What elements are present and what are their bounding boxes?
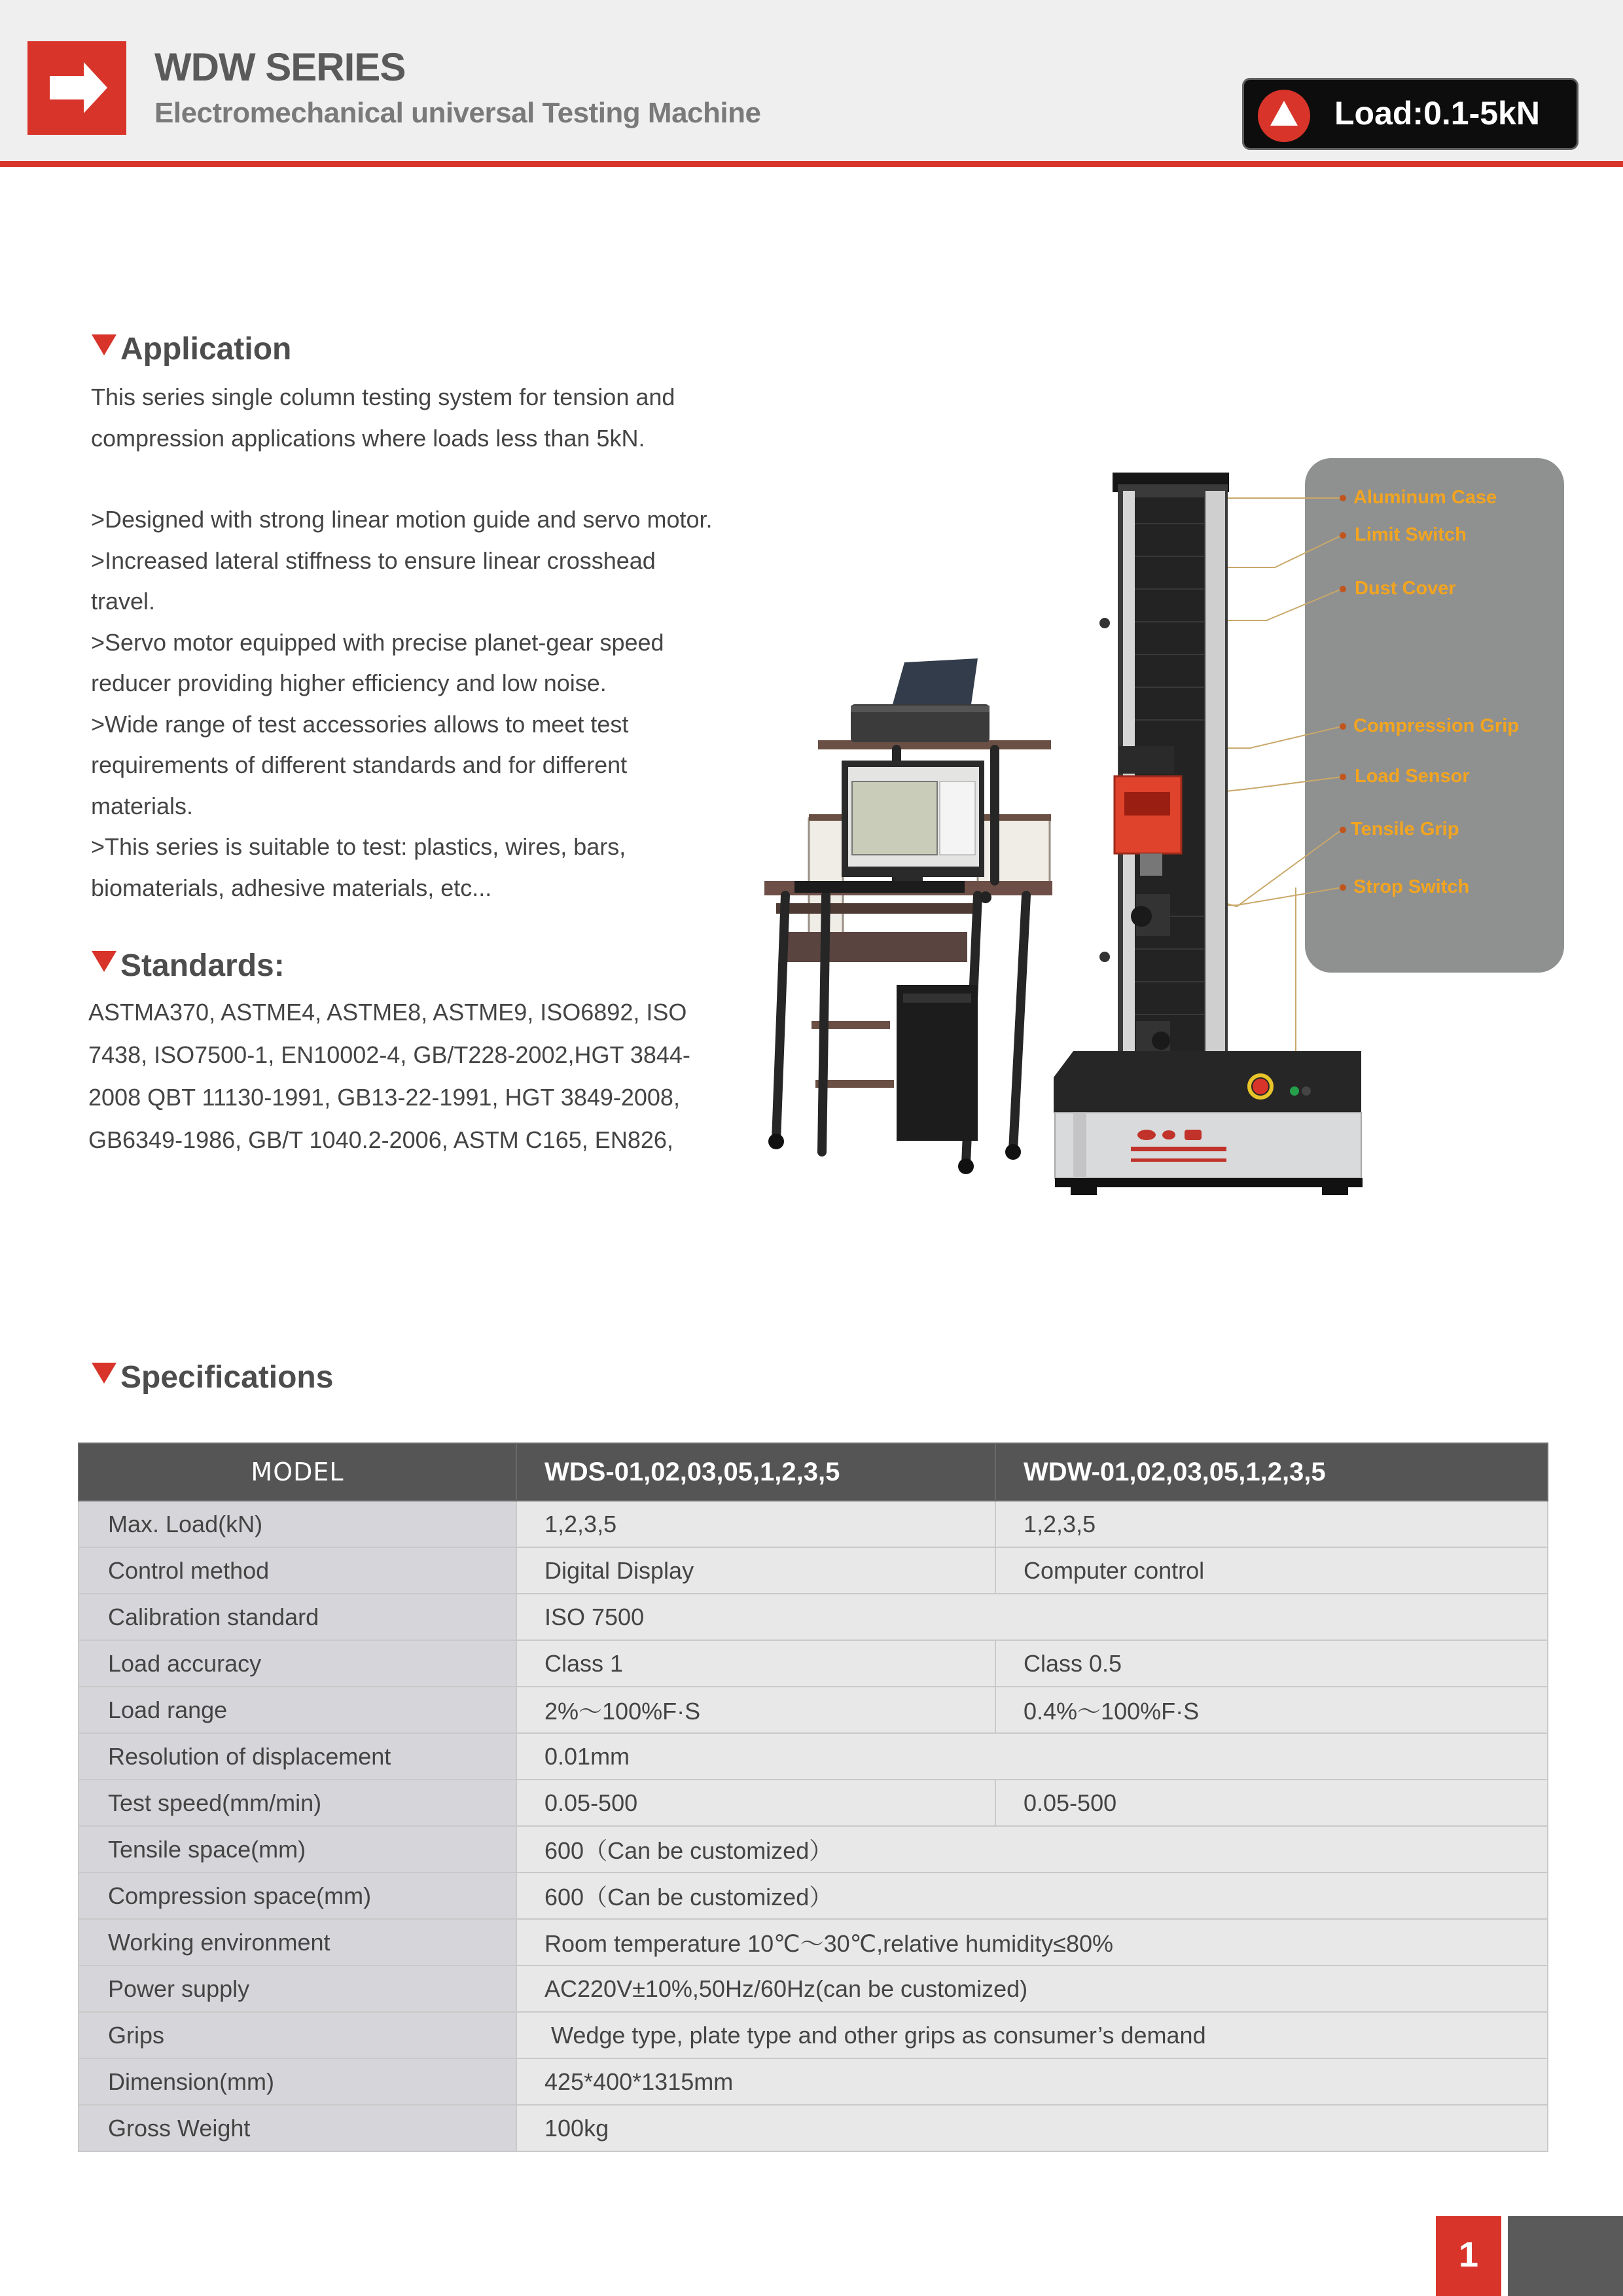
application-bullet: >Servo motor equipped with precise planet-gear speed reducer providing higher efficiency and low noise. (91, 628, 664, 696)
column-header: WDW-01,02,03,05,1,2,3,5 (995, 1443, 1548, 1501)
row-label: Control method (79, 1547, 516, 1594)
table-cell: 1,2,3,5 (516, 1501, 995, 1547)
table-row (79, 1547, 1548, 1594)
table-row (79, 1501, 1548, 1547)
row-label: Calibration standard (79, 1594, 516, 1640)
row-label: Test speed(mm/min) (79, 1780, 516, 1826)
row-label: Resolution of displacement (79, 1733, 516, 1780)
row-label: Tensile space(mm) (79, 1826, 516, 1873)
application-text (91, 377, 798, 908)
header-divider (0, 161, 1623, 167)
callout-label: Compression Grip (1353, 715, 1519, 736)
callout-label: Aluminum Case (1353, 487, 1497, 508)
table-cell: 425*400*1315mm (516, 2058, 1548, 2105)
table-cell: Class 0.5 (995, 1640, 1548, 1687)
table-row (79, 2012, 1548, 2058)
standards-heading: Standards: (92, 948, 285, 984)
table-row (79, 2105, 1548, 2151)
table-row (79, 1687, 1548, 1733)
application-heading: Application (92, 331, 291, 367)
testing-machine-illustration (753, 452, 1571, 1211)
callout-label: Strop Switch (1353, 876, 1470, 897)
series-title: WDW SERIES (154, 45, 406, 89)
table-cell: 600（Can be customized） (516, 1873, 1548, 1919)
table-cell: 0.05-500 (995, 1780, 1548, 1826)
row-label: Grips (79, 2012, 516, 2058)
table-cell: Room temperature 10℃～30℃,relative humidity≤80% (516, 1919, 1548, 1965)
callout-label: Limit Switch (1355, 524, 1467, 545)
row-label: Load accuracy (79, 1640, 516, 1687)
specifications-heading: Specifications (92, 1359, 333, 1395)
warning-triangle-icon (1257, 89, 1311, 143)
table-cell: 0.4%～100%F·S (995, 1687, 1548, 1733)
table-row (79, 1594, 1548, 1640)
table-row (79, 1780, 1548, 1826)
triangle-bullet-icon (92, 1363, 116, 1384)
page-number: 1 (1436, 2216, 1501, 2296)
table-row (79, 2058, 1548, 2105)
callout-label: Tensile Grip (1351, 819, 1459, 840)
row-label: Dimension(mm) (79, 2058, 516, 2105)
table-cell: 0.05-500 (516, 1780, 995, 1826)
column-header: WDS-01,02,03,05,1,2,3,5 (516, 1443, 995, 1501)
table-cell: 600（Can be customized） (516, 1826, 1548, 1873)
table-row (79, 1919, 1548, 1965)
arrow-right-icon (27, 41, 126, 135)
triangle-bullet-icon (92, 951, 116, 972)
application-spacer (91, 459, 798, 499)
table-cell: Class 1 (516, 1640, 995, 1687)
table-cell: 2%～100%F·S (516, 1687, 995, 1733)
table-cell: Digital Display (516, 1547, 995, 1594)
row-label: Max. Load(kN) (79, 1501, 516, 1547)
application-bullet: >Designed with strong linear motion guide and servo motor. (91, 506, 713, 533)
callout-label: Load Sensor (1355, 766, 1470, 787)
callout-label: Dust Cover (1355, 578, 1456, 599)
table-cell: Wedge type, plate type and other grips as consumer’s demand (516, 2012, 1548, 2058)
table-row (79, 1640, 1548, 1687)
row-label: Load range (79, 1687, 516, 1733)
row-label: Working environment (79, 1919, 516, 1965)
application-bullet: >This series is suitable to test: plastics, wires, bars, biomaterials, adhesive materials, etc... (91, 833, 626, 901)
load-badge-label: Load:0.1-5kN (1334, 95, 1540, 132)
computer-desk (764, 658, 1052, 1174)
triangle-bullet-icon (92, 334, 116, 355)
table-cell: ISO 7500 (516, 1594, 1548, 1640)
table-cell: AC220V±10%,50Hz/60Hz(can be customized) (516, 1965, 1548, 2012)
footer-bar (1508, 2216, 1623, 2296)
application-bullet: >Wide range of test accessories allows to meet test requirements of different standards and for different materials. (91, 710, 629, 819)
application-paragraph: This series single column testing system for tension and compression applications where loads less than 5kN. (91, 384, 675, 452)
table-cell: 100kg (516, 2105, 1548, 2151)
table-row (79, 1873, 1548, 1919)
load-badge (1242, 78, 1578, 150)
table-cell: Computer control (995, 1547, 1548, 1594)
row-label: Power supply (79, 1965, 516, 2012)
standards-text: ASTMA370, ASTME4, ASTME8, ASTME9, ISO6892, ISO7438, ISO7500-1, EN10002-4, GB/T228-2002,HGT 3844-2008 QBT 11130-1991, GB13-22-1991, HGT 3849-2008,GB6349-1986, GB/T 1040.2-2006, ASTM C165, EN826, (88, 999, 690, 1153)
table-row (79, 1965, 1548, 2012)
row-label: Gross Weight (79, 2105, 516, 2151)
specifications-table (78, 1443, 1548, 2152)
table-row (79, 1826, 1548, 1873)
table-row (79, 1733, 1548, 1780)
table-cell: 0.01mm (516, 1733, 1548, 1780)
row-label: Compression space(mm) (79, 1873, 516, 1919)
table-cell: 1,2,3,5 (995, 1501, 1548, 1547)
table-header-row (79, 1443, 1548, 1501)
application-bullet: >Increased lateral stiffness to ensure linear crosshead travel. (91, 547, 656, 615)
column-header: MODEL (79, 1443, 516, 1501)
series-subtitle: Electromechanical universal Testing Machine (154, 97, 761, 129)
